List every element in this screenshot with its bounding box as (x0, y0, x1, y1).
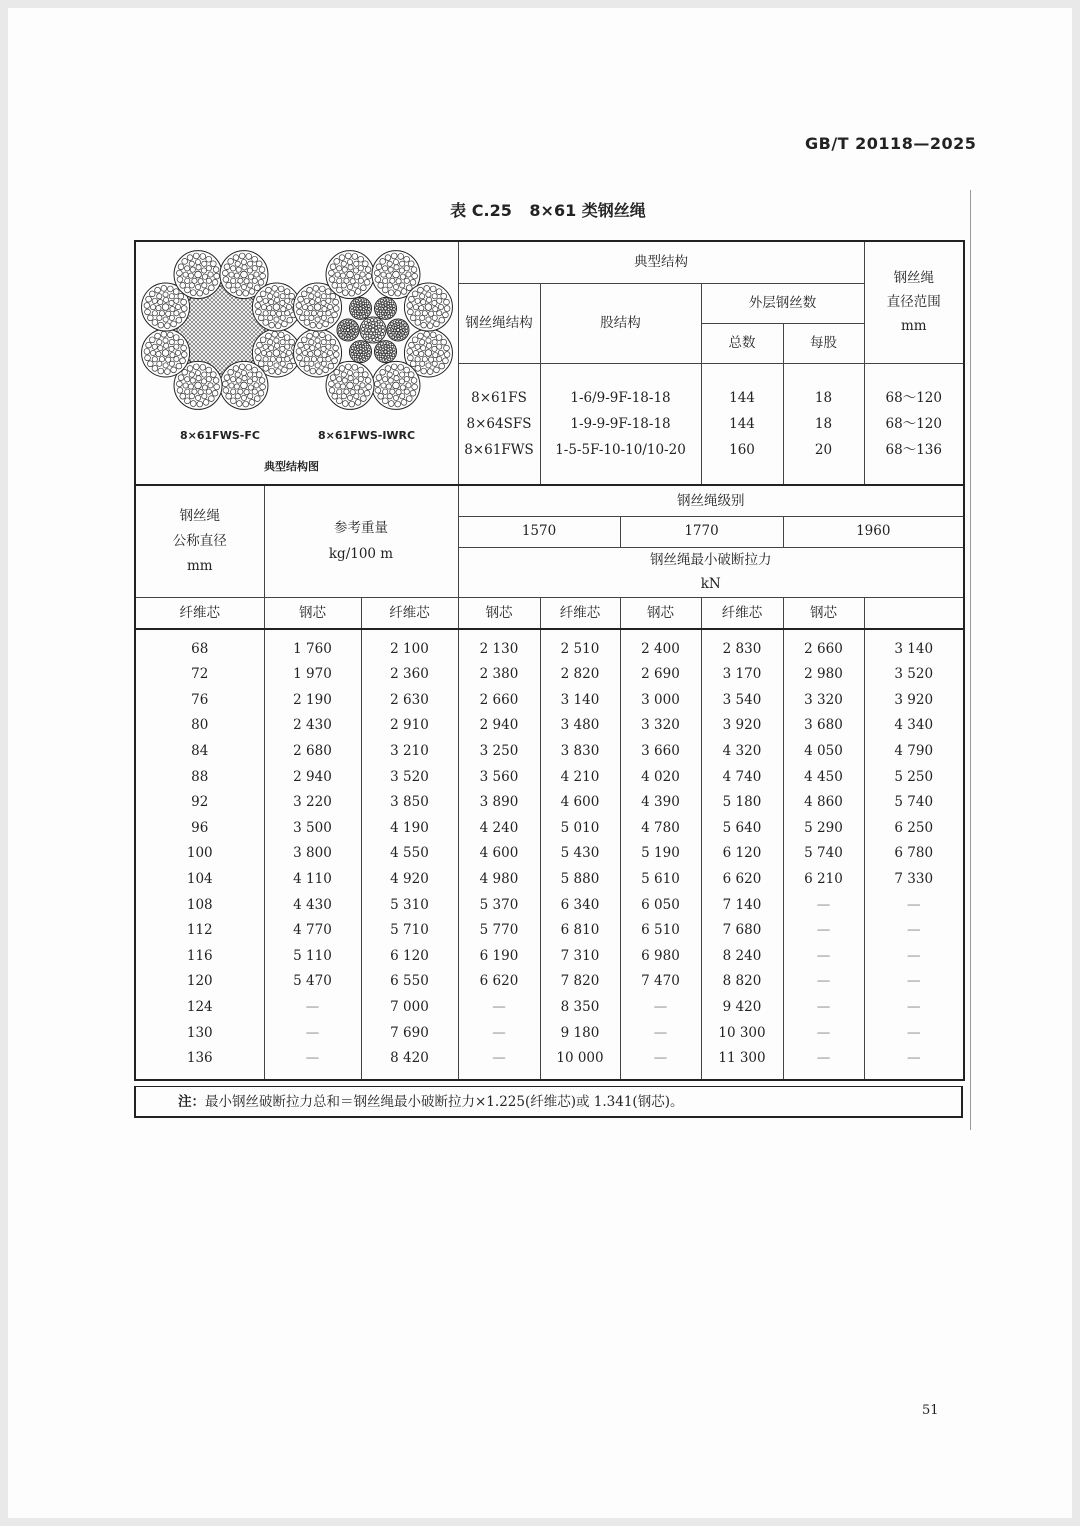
value-cell: — (864, 918, 964, 944)
reference-weight-label: 参考重量 (334, 520, 388, 537)
core-header-1960-steel: 钢芯 (783, 597, 864, 629)
value-cell: 3 140 (864, 629, 964, 662)
value-cell: 4 210 (540, 764, 620, 790)
value-cell: 3 540 (701, 687, 783, 713)
value-cell: — (783, 969, 864, 995)
value-cell: 6 120 (701, 841, 783, 867)
value-cell: 2 630 (361, 687, 458, 713)
value-cell: 4 190 (361, 815, 458, 841)
rope-structure-value: 8×64SFS (466, 415, 532, 432)
value-cell: 4 860 (783, 790, 864, 816)
core-header-weight-steel: 钢芯 (264, 597, 361, 629)
value-cell: 3 830 (540, 738, 620, 764)
value-cell: 4 320 (701, 738, 783, 764)
value-cell: 3 220 (264, 790, 361, 816)
reference-weight-unit: kg/100 m (328, 546, 394, 563)
nominal-diameter-line1: 钢丝绳 (179, 507, 220, 524)
table-title: 8×61 类钢丝绳 (529, 201, 646, 220)
value-cell: 5 880 (540, 866, 620, 892)
value-cell: 5 640 (701, 815, 783, 841)
grade-1770: 1770 (620, 516, 783, 547)
value-cell: 3 320 (783, 687, 864, 713)
outer-wires-total-value: 160 (729, 441, 755, 458)
value-cell: 7 470 (620, 969, 701, 995)
value-cell: 6 050 (620, 892, 701, 918)
table-row (135, 1020, 964, 1046)
table-row (135, 866, 964, 892)
table-note (134, 1086, 963, 1118)
value-cell: 8 350 (540, 994, 620, 1020)
rope-structure-value: 8×61FWS (464, 441, 534, 458)
outer-wires-per-value: 20 (814, 441, 833, 458)
value-cell: 6 620 (701, 866, 783, 892)
value-cell: 5 190 (620, 841, 701, 867)
standard-code: GB/T 20118—2025 (805, 134, 977, 153)
table-row (135, 994, 964, 1020)
table-row (135, 629, 964, 662)
note-text: 最小钢丝破断拉力总和＝钢丝绳最小破断拉力×1.225(纤维芯)或 1.341(钢芯)。 (205, 1094, 684, 1110)
value-cell: 5 470 (264, 969, 361, 995)
nominal-diameter-cell: 116 (135, 943, 264, 969)
outer-wires-per-value: 18 (814, 415, 833, 432)
structure-figure-cell (135, 241, 458, 485)
spacer-cell (701, 1071, 783, 1080)
value-cell: 6 620 (458, 969, 540, 995)
value-cell: 5 110 (264, 943, 361, 969)
min-breaking-force-header (458, 547, 964, 597)
nominal-diameter-cell: 84 (135, 738, 264, 764)
value-cell: 4 780 (620, 815, 701, 841)
value-cell: 5 290 (783, 815, 864, 841)
nominal-diameter-cell: 96 (135, 815, 264, 841)
nominal-diameter-cell: 92 (135, 790, 264, 816)
nominal-diameter-cell: 68 (135, 629, 264, 662)
core-header-weight-fiber: 纤维芯 (135, 597, 264, 629)
table-row (135, 841, 964, 867)
min-breaking-force-label: 钢丝绳最小破断拉力 (650, 551, 772, 568)
rope-structure-header: 钢丝绳结构 (458, 283, 540, 363)
nominal-diameter-cell: 108 (135, 892, 264, 918)
value-cell: — (458, 1020, 540, 1046)
table-row (135, 943, 964, 969)
value-cell: 3 800 (264, 841, 361, 867)
value-cell: 5 250 (864, 764, 964, 790)
nominal-diameter-cell: 130 (135, 1020, 264, 1046)
outer-wires-total-values (701, 363, 783, 485)
value-cell: 2 430 (264, 713, 361, 739)
outer-wires-per-values (783, 363, 864, 485)
value-cell: 6 120 (361, 943, 458, 969)
value-cell: — (783, 994, 864, 1020)
value-cell: 8 240 (701, 943, 783, 969)
nominal-diameter-header (135, 485, 264, 597)
core-header-1570-steel: 钢芯 (458, 597, 540, 629)
value-cell: 3 500 (264, 815, 361, 841)
value-cell: 7 000 (361, 994, 458, 1020)
value-cell: 6 980 (620, 943, 701, 969)
value-cell: — (620, 1020, 701, 1046)
value-cell: 5 740 (864, 790, 964, 816)
nominal-diameter-cell: 124 (135, 994, 264, 1020)
core-header-1770-fiber: 纤维芯 (540, 597, 620, 629)
table-row (135, 969, 964, 995)
value-cell: 3 210 (361, 738, 458, 764)
table-row (135, 738, 964, 764)
value-cell: 7 140 (701, 892, 783, 918)
value-cell: 1 970 (264, 662, 361, 688)
grade-1960: 1960 (783, 516, 964, 547)
value-cell: 4 050 (783, 738, 864, 764)
value-cell: 9 180 (540, 1020, 620, 1046)
value-cell: 3 140 (540, 687, 620, 713)
value-cell: 4 430 (264, 892, 361, 918)
value-cell: 4 790 (864, 738, 964, 764)
value-cell: 1 760 (264, 629, 361, 662)
value-cell: — (620, 994, 701, 1020)
value-cell: 4 390 (620, 790, 701, 816)
outer-wires-per-strand-header: 每股 (783, 323, 864, 363)
value-cell: — (864, 943, 964, 969)
outer-wires-header: 外层钢丝数 (701, 283, 864, 323)
margin-rule (970, 190, 971, 1130)
table-row (135, 764, 964, 790)
value-cell: 6 190 (458, 943, 540, 969)
value-cell: — (864, 969, 964, 995)
table-row (135, 815, 964, 841)
table-row (135, 713, 964, 739)
value-cell: 3 000 (620, 687, 701, 713)
nominal-diameter-cell: 120 (135, 969, 264, 995)
diameter-range-line1: 钢丝绳 (893, 269, 934, 286)
nominal-diameter-line2: 公称直径 (172, 533, 227, 550)
value-cell: 4 600 (540, 790, 620, 816)
value-cell: 10 300 (701, 1020, 783, 1046)
value-cell: 4 020 (620, 764, 701, 790)
spacer-cell (264, 1071, 361, 1080)
value-cell: 5 740 (783, 841, 864, 867)
nominal-diameter-cell: 72 (135, 662, 264, 688)
value-cell: 5 710 (361, 918, 458, 944)
diameter-range-value: 68～120 (885, 415, 942, 432)
value-cell: 6 780 (864, 841, 964, 867)
value-cell: — (783, 892, 864, 918)
strand-structure-value: 1-6/9-9F-18-18 (570, 389, 671, 406)
outer-wires-total-header: 总数 (701, 323, 783, 363)
value-cell: 3 660 (620, 738, 701, 764)
table-row (135, 1046, 964, 1072)
value-cell: 5 370 (458, 892, 540, 918)
value-cell: — (783, 918, 864, 944)
value-cell: 4 240 (458, 815, 540, 841)
value-cell: — (783, 1046, 864, 1072)
page-number: 51 (922, 1403, 939, 1418)
value-cell: 2 940 (264, 764, 361, 790)
value-cell: — (864, 1046, 964, 1072)
spacer-cell (783, 1071, 864, 1080)
spacer-cell (540, 1071, 620, 1080)
value-cell: 5 430 (540, 841, 620, 867)
strand-structure-value: 1-9-9-9F-18-18 (570, 415, 671, 432)
value-cell: 2 690 (620, 662, 701, 688)
value-cell: 5 770 (458, 918, 540, 944)
strand-structure-values (540, 363, 701, 485)
table-row (135, 662, 964, 688)
value-cell: 4 770 (264, 918, 361, 944)
value-cell: — (458, 994, 540, 1020)
value-cell: 4 600 (458, 841, 540, 867)
value-cell: 6 510 (620, 918, 701, 944)
value-cell: 2 660 (458, 687, 540, 713)
value-cell: 3 850 (361, 790, 458, 816)
value-cell: — (783, 1020, 864, 1046)
value-cell: 2 940 (458, 713, 540, 739)
outer-wires-total-value: 144 (729, 415, 755, 432)
spacer-cell (458, 1071, 540, 1080)
wire-rope-table (134, 240, 965, 1081)
value-cell: 2 910 (361, 713, 458, 739)
value-cell: — (458, 1046, 540, 1072)
spacer-cell (864, 1071, 964, 1080)
value-cell: 2 190 (264, 687, 361, 713)
outer-wires-total-value: 144 (729, 389, 755, 406)
value-cell: 2 980 (783, 662, 864, 688)
value-cell: 3 250 (458, 738, 540, 764)
figure-label-iwrc: 8×61FWS-IWRC (318, 429, 416, 442)
value-cell: 3 680 (783, 713, 864, 739)
diameter-range-unit: mm (900, 318, 927, 335)
strand-structure-header: 股结构 (540, 283, 701, 363)
value-cell: 4 110 (264, 866, 361, 892)
value-cell: 2 380 (458, 662, 540, 688)
value-cell: 6 810 (540, 918, 620, 944)
spacer-cell (361, 1071, 458, 1080)
nominal-diameter-cell: 104 (135, 866, 264, 892)
value-cell: 7 820 (540, 969, 620, 995)
core-header-1960-fiber: 纤维芯 (701, 597, 783, 629)
outer-wires-per-value: 18 (814, 389, 833, 406)
value-cell: 2 510 (540, 629, 620, 662)
table-row-spacer (135, 1071, 964, 1080)
value-cell: 5 180 (701, 790, 783, 816)
value-cell: 10 000 (540, 1046, 620, 1072)
value-cell: — (783, 943, 864, 969)
value-cell: 7 680 (701, 918, 783, 944)
rope-grade-header: 钢丝绳级别 (458, 485, 964, 516)
value-cell: 7 310 (540, 943, 620, 969)
value-cell: 3 890 (458, 790, 540, 816)
typical-structure-header: 典型结构 (458, 241, 864, 283)
core-header-1570-fiber: 纤维芯 (361, 597, 458, 629)
diameter-range-values (864, 363, 964, 485)
value-cell: 2 130 (458, 629, 540, 662)
value-cell: 6 250 (864, 815, 964, 841)
value-cell: 6 550 (361, 969, 458, 995)
value-cell: 2 100 (361, 629, 458, 662)
diameter-range-line2: 直径范围 (886, 294, 941, 311)
value-cell: — (864, 994, 964, 1020)
value-cell: 3 920 (701, 713, 783, 739)
nominal-diameter-cell: 76 (135, 687, 264, 713)
value-cell: 3 560 (458, 764, 540, 790)
table-row (135, 790, 964, 816)
nominal-diameter-cell: 80 (135, 713, 264, 739)
figure-caption: 典型结构图 (264, 460, 319, 473)
value-cell: 3 920 (864, 687, 964, 713)
value-cell: 5 610 (620, 866, 701, 892)
diameter-range-value: 68～120 (885, 389, 942, 406)
value-cell: 8 420 (361, 1046, 458, 1072)
value-cell: 2 360 (361, 662, 458, 688)
value-cell: 3 170 (701, 662, 783, 688)
min-breaking-force-unit: kN (700, 576, 721, 592)
value-cell: 4 450 (783, 764, 864, 790)
grade-1570: 1570 (458, 516, 620, 547)
value-cell: 3 320 (620, 713, 701, 739)
value-cell: 2 680 (264, 738, 361, 764)
value-cell: 2 830 (701, 629, 783, 662)
value-cell: 2 400 (620, 629, 701, 662)
nominal-diameter-cell: 88 (135, 764, 264, 790)
value-cell: 7 330 (864, 866, 964, 892)
nominal-diameter-cell: 100 (135, 841, 264, 867)
value-cell: — (264, 1046, 361, 1072)
table-number: 表 C.25 (450, 201, 512, 220)
strand-structure-value: 1-5-5F-10-10/10-20 (555, 441, 686, 458)
value-cell: 8 820 (701, 969, 783, 995)
rope-structure-value: 8×61FS (471, 389, 527, 406)
value-cell: 5 010 (540, 815, 620, 841)
table-row (135, 687, 964, 713)
note-label: 注： (178, 1094, 205, 1110)
diameter-range-header (864, 241, 964, 363)
value-cell: 3 520 (864, 662, 964, 688)
table-row (135, 918, 964, 944)
value-cell: 7 690 (361, 1020, 458, 1046)
nominal-diameter-cell: 112 (135, 918, 264, 944)
diameter-range-value: 68～136 (885, 441, 942, 458)
value-cell: 5 310 (361, 892, 458, 918)
spacer-cell (135, 1071, 264, 1080)
value-cell: 6 340 (540, 892, 620, 918)
figure-label-fc: 8×61FWS-FC (180, 429, 260, 442)
nominal-diameter-unit: mm (186, 558, 213, 575)
rope-cross-section-figure (136, 242, 459, 486)
value-cell: 9 420 (701, 994, 783, 1020)
value-cell: 11 300 (701, 1046, 783, 1072)
value-cell: — (864, 1020, 964, 1046)
value-cell: 4 980 (458, 866, 540, 892)
value-cell: 2 660 (783, 629, 864, 662)
value-cell: 3 520 (361, 764, 458, 790)
value-cell: 6 210 (783, 866, 864, 892)
rope-structure-values (458, 363, 540, 485)
value-cell: 4 920 (361, 866, 458, 892)
core-header-1770-steel: 钢芯 (620, 597, 701, 629)
reference-weight-header (264, 485, 458, 597)
value-cell: 4 550 (361, 841, 458, 867)
table-caption (0, 198, 1080, 221)
value-cell: 4 740 (701, 764, 783, 790)
value-cell: 2 820 (540, 662, 620, 688)
value-cell: — (620, 1046, 701, 1072)
value-cell: 4 340 (864, 713, 964, 739)
nominal-diameter-cell: 136 (135, 1046, 264, 1072)
value-cell: — (264, 1020, 361, 1046)
table-row (135, 892, 964, 918)
spacer-cell (620, 1071, 701, 1080)
value-cell: 3 480 (540, 713, 620, 739)
value-cell: — (264, 994, 361, 1020)
value-cell: — (864, 892, 964, 918)
